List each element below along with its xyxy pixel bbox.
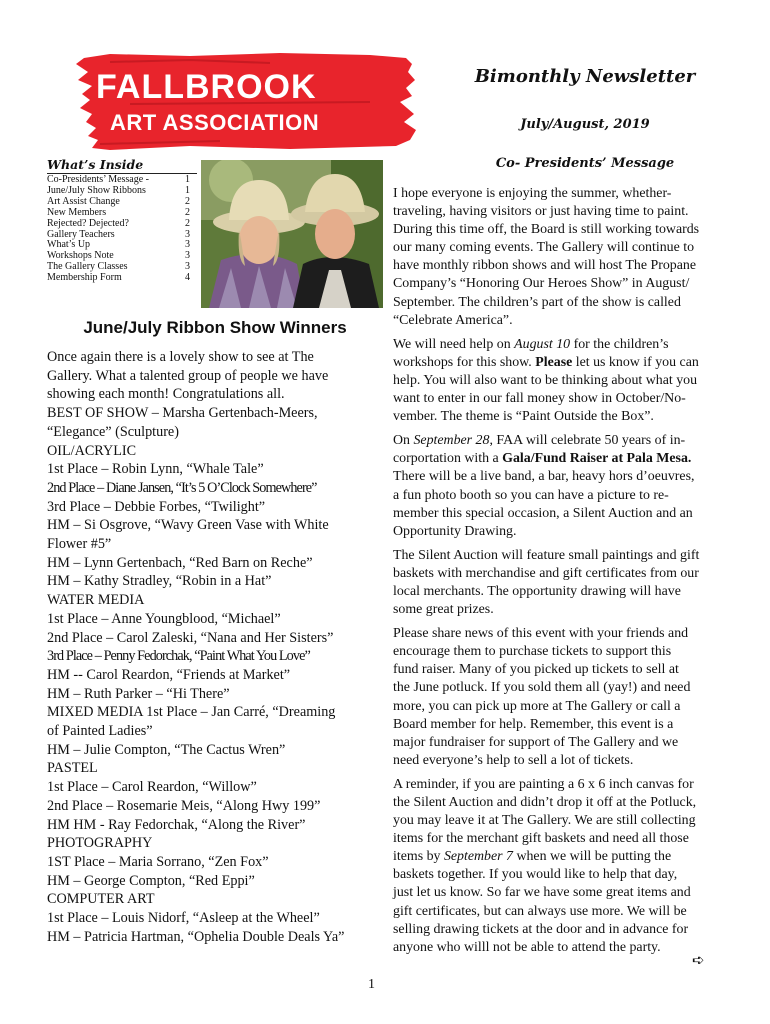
text-run: On [393,433,414,449]
ribbon-category: COMPUTER ART [47,891,155,908]
text-line: you may leave it at The Gallery. We are still collecting [393,813,696,829]
ribbon-show-heading: June/July Ribbon Show Winners [83,318,347,337]
text-line: the June potluck. If you sold them all (yay!) and need [393,680,691,696]
text-run: items by [393,849,444,865]
co-presidents-message [393,185,729,963]
text-line: just let us know. So far we have some great items and [393,885,691,901]
text-line: need everyone’s help to sell a lot of tickets. [393,752,634,768]
toc-item-label: June/July Show Ribbons [47,184,146,196]
date-emphasis: September 7 [443,849,513,865]
ribbon-line: HM – Kathy Stradley, “Robin in a Hat” [47,573,272,590]
text-line: want to enter in our fall money show in October/No- [393,391,686,407]
toc-item-page: 1 [185,174,190,185]
toc-item [47,208,197,219]
toc-item-page: 2 [185,206,190,218]
text-line: September. The children’s part of the show is called [393,294,681,310]
table-of-contents [47,175,197,284]
ribbon-category: OIL/ACRYLIC [47,442,137,459]
ribbon-line: 2nd Place – Diane Jansen, “It’s 5 O’Clock Somewhere” [47,479,317,496]
text-line: a fun photo booth so you can have a picture to re- [393,487,669,503]
text-line: selling drawing tickets at the door and in advance for [393,921,689,937]
text-line [393,354,729,372]
co-presidents-photo [201,160,383,308]
text-line: major fundraiser for support of The Gallery and we [393,734,679,750]
page-number: 1 [368,977,375,992]
newsletter-date: July/August, 2019 [520,117,650,132]
text-line: some great prizes. [393,602,494,618]
text-run: workshops for this show. [393,354,536,370]
ribbon-line: 1st Place – Anne Youngblood, “Michael” [47,610,281,627]
text-line: traveling, having visitors or just having time to paint. [393,204,689,220]
toc-item-page: 1 [185,184,190,196]
message-paragraph-2 [393,336,729,426]
text-line: the Silent Auction and didn’t drop it off at the Potluck, [393,795,697,810]
ribbon-line: BEST OF SHOW – Marsha Gertenbach-Meers, [47,405,318,422]
toc-item-page: 3 [185,261,190,273]
ribbon-line: 3rd Place – Debbie Forbes, “Twilight” [47,498,266,515]
text-line: gift certificates, but can always use more. We will be [393,903,687,919]
toc-item-label: Art Assist Change [47,195,120,207]
ribbon-line: HM – Lynn Gertenbach, “Red Barn on Reche” [47,554,313,571]
message-paragraph-4 [393,547,729,619]
toc-item-page: 3 [185,228,190,240]
text-line: anyone who willl not be able to attend the party. [393,939,661,955]
toc-item-page: 2 [185,195,190,207]
text-line: have monthly ribbon shows and will host The Propane [393,258,696,274]
ribbon-category: WATER MEDIA [47,592,145,609]
text-line: vember. The theme is “Paint Outside the Box”. [393,409,654,425]
toc-item-label: The Gallery Classes [47,261,128,273]
ribbon-category: PHOTOGRAPHY [47,835,153,852]
toc-item-label: New Members [47,206,107,218]
text-line: The Silent Auction will feature small paintings and gift [393,547,700,563]
toc-item-page: 3 [185,250,190,262]
logo-line-2: ART ASSOCIATION [110,110,320,135]
ribbon-line: 1st Place – Robin Lynn, “Whale Tale” [47,461,264,478]
text-line: Board member for help. Remember, this event is a [393,716,674,732]
ribbon-line: HM – Patricia Hartman, “Ophelia Double Deals Ya” [47,928,345,945]
logo-line-1: FALLBROOK [96,68,317,106]
ribbon-line: 1st Place – Carol Reardon, “Willow” [47,779,257,796]
text-line [393,432,729,450]
ribbon-line: 2nd Place – Rosemarie Meis, “Along Hwy 199” [47,797,321,814]
toc-item-label: What’s Up [47,239,91,251]
text-line: Please share news of this event with your friends and [393,626,689,642]
bold-emphasis: Gala/Fund Raiser at Pala Mesa. [502,451,692,467]
date-emphasis: August 10 [514,336,571,352]
text-line: help. You will also want to be thinking about what you [393,372,698,388]
text-run: when we will be putting the [512,849,672,865]
ribbon-line: 2nd Place – Carol Zaleski, “Nana and Her Sisters” [47,629,334,646]
ribbon-line: of Painted Ladies” [47,723,153,740]
text-line: Opportunity Drawing. [393,523,517,539]
ribbon-line: showing each month! Congratulations all. [47,386,285,403]
message-paragraph-1 [393,185,729,330]
text-line: encourage them to purchase tickets to support this [393,644,672,660]
continued-arrow-icon: ➪ [692,951,705,969]
text-line: more, you can pick up more at The Gallery or call a [393,698,681,714]
ribbon-line: Once again there is a lovely show to see at The [47,349,314,365]
toc-item-page: 4 [185,272,190,284]
text-line: items for the merchant gift baskets and need all those [393,831,689,847]
toc-item-label: Workshops Note [47,250,114,262]
bold-emphasis: Please [535,354,573,370]
toc-item-label: Membership Form [47,272,122,284]
message-paragraph-6 [393,776,729,957]
toc-item-label: Co-Presidents’ Message - [47,174,150,185]
text-run: We will need help on [393,336,515,352]
ribbon-line: Gallery. What a talented group of people we have [47,367,329,384]
ribbon-category: PASTEL [47,760,98,777]
text-line: fund raiser. Many of you picked up tickets to sell at [393,662,679,678]
co-presidents-heading: Co- Presidents’ Message [495,156,675,171]
toc-title: What’s Inside [47,157,144,172]
ribbon-line: HM – Julie Compton, “The Cactus Wren” [47,741,286,758]
text-line [393,450,729,468]
text-line: member this special occasion, a Silent Auction and an [393,505,693,521]
text-line: local merchants. The opportunity drawing will have [393,583,681,599]
ribbon-line: 1st Place – Louis Nidorf, “Asleep at the Wheel” [47,910,320,927]
ribbon-line: 1ST Place – Maria Sorrano, “Zen Fox” [47,853,269,870]
ribbon-line: HM – George Compton, “Red Eppi” [47,872,255,889]
message-paragraph-3 [393,432,729,541]
text-line: A reminder, if you are painting a 6 x 6 inch canvas for [393,776,694,792]
text-line: During this time off, the Board is still working towards [393,222,700,238]
text-line: our many coming events. The Gallery will continue to [393,240,695,256]
ribbon-line: HM HM - Ray Fedorchak, “Along the River” [47,816,306,833]
toc-item-label: Gallery Teachers [47,228,115,240]
text-line: baskets together. If you would like to help that day, [393,867,678,883]
toc-item-page: 3 [185,239,190,251]
text-run: for the children’s [570,336,669,352]
text-line: Company’s “Honoring Our Heroes Show” in August/ [393,276,690,292]
message-paragraph-5 [393,625,729,770]
text-run: corportation with a [393,451,503,467]
ribbon-line: “Elegance” (Sculpture) [47,423,179,440]
ribbon-line: Flower #5” [47,536,112,553]
text-line: “Celebrate America”. [393,312,513,328]
text-line [393,336,729,354]
fallbrook-logo [70,52,418,152]
toc-item-page: 2 [185,217,190,229]
ribbon-line: 3rd Place – Penny Fedorchak, “Paint What You Love” [47,648,310,665]
text-line: baskets with merchandise and gift certificates from our [393,565,699,581]
ribbon-line: HM – Si Osgrove, “Wavy Green Vase with White [47,517,329,534]
toc-item [47,219,197,230]
ribbon-line: HM -- Carol Reardon, “Friends at Market” [47,666,291,683]
toc-item [47,273,197,284]
text-line [393,848,729,866]
toc-item-label: Rejected? Dejected? [47,217,129,229]
ribbon-line: HM – Ruth Parker – “Hi There” [47,685,230,702]
ribbon-show-body [47,348,383,947]
text-line: I hope everyone is enjoying the summer, whether- [393,186,672,201]
text-line: There will be a live band, a bar, heavy hors d’oeuvres, [393,469,695,485]
ribbon-line: MIXED MEDIA 1st Place – Jan Carré, “Dreaming [47,704,336,721]
newsletter-title: Bimonthly Newsletter [474,66,696,87]
date-emphasis: September 28 [413,433,490,449]
text-run: let us know if you can [572,354,699,370]
text-run: , FAA will celebrate 50 years of in- [489,433,686,449]
